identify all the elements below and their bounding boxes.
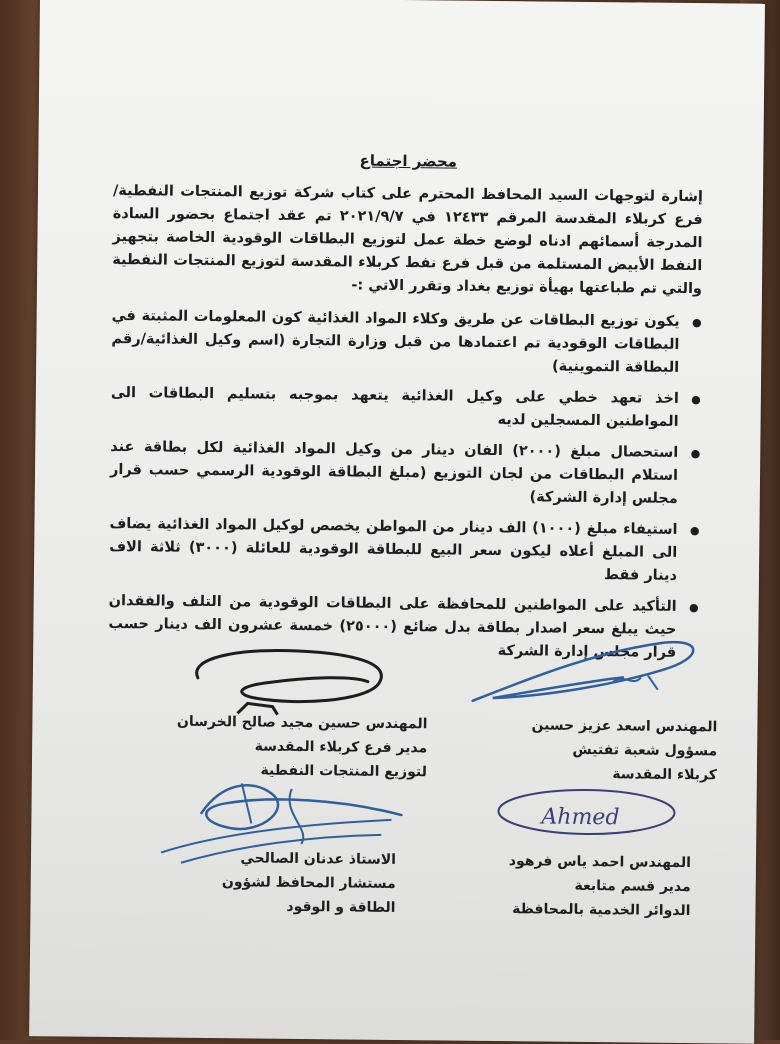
decision-list bbox=[108, 305, 702, 665]
signatory-title: مدير قسم متابعة bbox=[574, 877, 691, 896]
signature-block-bottom-right bbox=[175, 846, 396, 920]
signatory-title: مسؤول شعبة تفتيش bbox=[572, 741, 718, 760]
signatory-title: مستشار المحافظ لشؤون bbox=[221, 874, 396, 892]
signature-scribble-top-left bbox=[462, 626, 713, 724]
signature-handwriting: Ahmed bbox=[541, 804, 620, 831]
signatory-name: المهندس احمد ياس فرهود bbox=[508, 853, 692, 872]
signatory-name: المهندس حسين مجيد صالح الخرسان bbox=[176, 713, 428, 733]
decision-item-5: ● التأكيد على المواطنين للمحافظة على البطاقات الوقودية من التلف والفقدان حيث يبلغ سعر اصدار بطاقة بدل ضائع (٢٥٠٠٠) خمسة عشرون الف دينار حسب قرار مجلس إدارة الشركة bbox=[108, 590, 699, 665]
document-body bbox=[108, 147, 703, 673]
signature-scribble-top-right bbox=[177, 638, 408, 720]
signature-block-top-left bbox=[517, 713, 718, 787]
signatory-title-2: الدوائر الخدمية بالمحافظة bbox=[512, 901, 691, 920]
signature-block-bottom-left bbox=[470, 849, 691, 923]
signature-scribble-bottom-left bbox=[486, 781, 687, 853]
signatory-title-2: كربلاء المقدسة bbox=[612, 766, 717, 784]
document-intro: إشارة لتوجهات السيد المحافظ المحترم على كتاب شركة توزيع المنتجات النفطية/ فرع كربلاء المقدسة المرقم ١٢٤٣٣ في ٢٠٢١/٩/٧ تم عقد اجتماع بحضور السادة المدرجة أسمائهم ادناه لوضع خطة عمل لتوزيع البطاقات الوقودية الخاصة بتجهيز النفط الأبيض المستلمة من قبل فرع نفط كربلاء المقدسة لتوزيع المنتجات النفطية والتي تم طباعتها بهيأة توزيع بغداد وتقرر الاتي :- bbox=[112, 182, 704, 298]
decision-item-2: ● اخذ تعهد خطي على وكيل الغذائية يتعهد بموجبه بتسليم البطاقات الى المواطنين المسجلين لديه bbox=[111, 382, 701, 434]
decision-item-4: ● استيفاء مبلغ (١٠٠٠) الف دينار من المواطن يخصص لوكيل المواد الغذائية يضاف الى المبلغ أعلاه ليكون سعر البيع للبطاقة الوقودية للعائلة (٣٠٠٠) ثلاثة الاف دينار فقط bbox=[109, 513, 700, 588]
paper-sheet bbox=[29, 0, 765, 1044]
signatory-title-2: لتوزيع المنتجات النفطية bbox=[260, 762, 427, 781]
signatory-title: مدير فرع كربلاء المقدسة bbox=[254, 738, 428, 757]
document-title: محضر اجتماع bbox=[359, 151, 458, 171]
decision-item-1: ● يكون توزيع البطاقات عن طريق وكلاء المواد الغذائية كون المعلومات المثبتة في البطاقات الوقودية تم اعتمادها من قبل وزارة التجارة (اسم وكيل الغذائية/رقم البطاقة التموينية) bbox=[111, 305, 702, 380]
signatory-name: الاستاذ عدنان الصالحي bbox=[240, 850, 397, 868]
decision-item-3: ● استحصال مبلغ (٢٠٠٠) الفان دينار من وكيل المواد الغذائية لكل بطاقة عند استلام البطاقات من لجان التوزيع (مبلغ البطاقة الوقودية الرسمي حسب قرار مجلس إدارة الشركة) bbox=[110, 436, 701, 511]
signatory-name: المهندس اسعد عزيز حسين bbox=[531, 717, 718, 736]
signatory-title-2: الطاقة و الوقود bbox=[286, 898, 396, 916]
signature-block-top-right bbox=[167, 710, 428, 785]
